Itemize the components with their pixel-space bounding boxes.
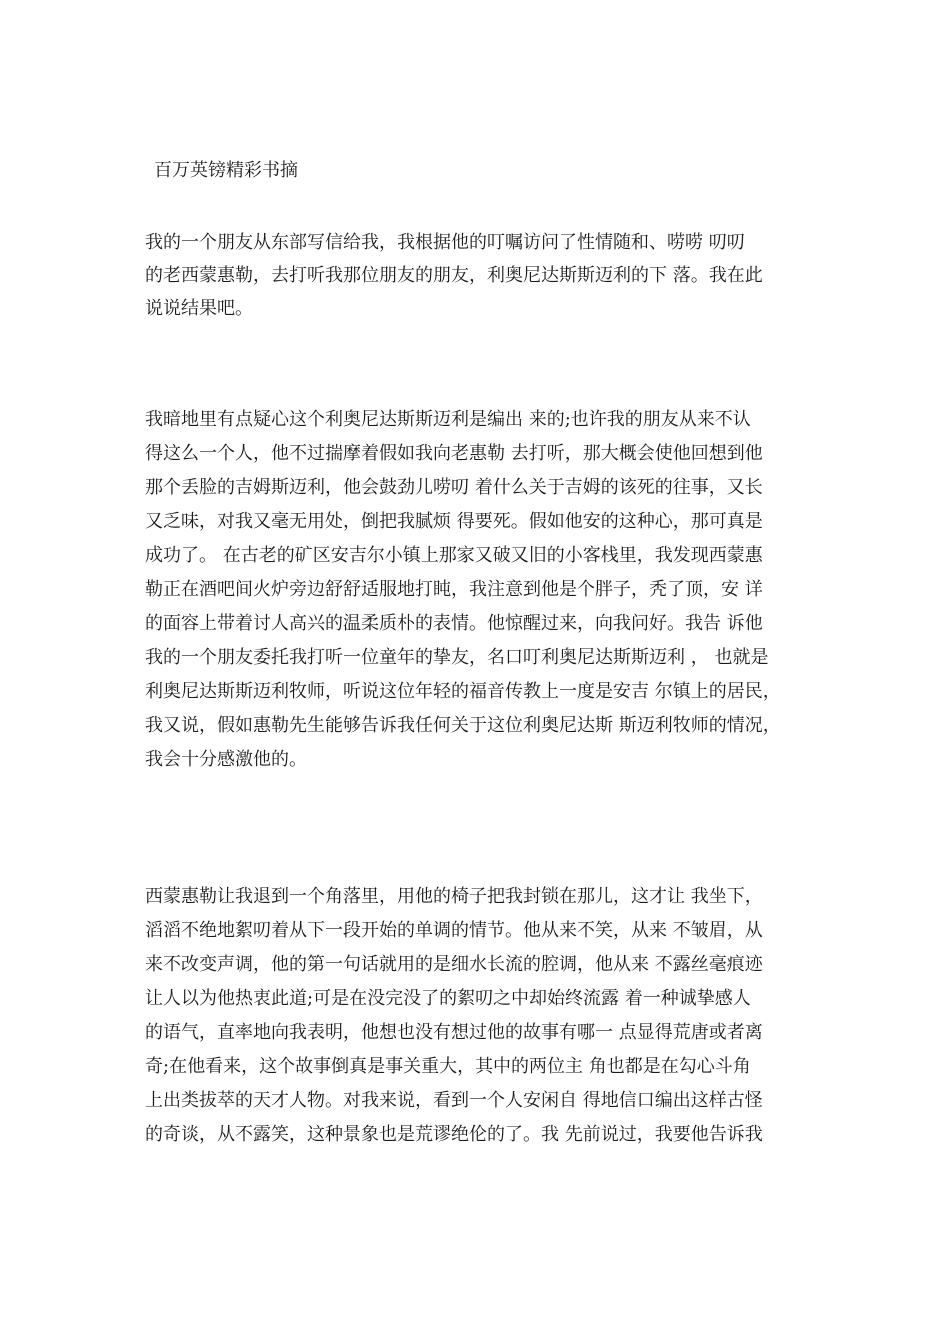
text-line: 成功了。 在古老的矿区安吉尔小镇上那家又破又旧的小客栈里，我发现西蒙惠 [145,545,763,566]
text-line: 我的一个朋友委托我打听一位童年的挚友，名口叮利奥尼达斯斯迈利 ， 也就是 [145,647,769,668]
text-line: 那个丢脸的吉姆斯迈利，他会鼓劲儿唠叨 着什么关于吉姆的该死的往事，又长 [145,477,763,498]
document-title: 百万英镑精彩书摘 [154,160,298,181]
text-line: 我又说，假如惠勒先生能够告诉我任何关于这位利奥尼达斯 斯迈利牧师的情况， [145,715,781,736]
text-line: 利奥尼达斯斯迈利牧师，听说这位年轻的福音传教上一度是安吉 尔镇上的居民， [145,681,781,702]
text-line: 滔滔不绝地絮叨着从下一段开始的单调的情节。他从来不笑，从来 不皱眉，从 [145,920,763,941]
text-line: 我暗地里有点疑心这个利奥尼达斯斯迈利是编出 来的;也许我的朋友从来不认 [145,409,751,430]
text-line: 得这么一个人，他不过揣摩着假如我向老惠勒 去打听，那大概会使他回想到他 [145,443,763,464]
text-line: 上出类拔萃的天才人物。对我来说，看到一个人安闲自 得地信口编出这样古怪 [145,1090,763,1111]
paragraph-1 [145,226,845,325]
text-line: 西蒙惠勒让我退到一个角落里，用他的椅子把我封锁在那儿，这才让 我坐下， [145,886,763,907]
paragraph-2 [145,403,845,777]
text-line: 勒正在酒吧间火炉旁边舒舒适服地打盹，我注意到他是个胖子，秃了顶，安 详 [145,579,763,600]
text-line: 来不改变声调，他的第一句话就用的是细水长流的腔调，他从来 不露丝毫痕迹 [145,954,763,975]
text-line: 说说结果吧。 [145,298,253,319]
text-line: 让人以为他热衷此道;可是在没完没了的絮叨之中却始终流露 着一种诚挚感人 [145,988,751,1009]
text-line: 的面容上带着讨人高兴的温柔质朴的表情。他惊醒过来，向我问好。我告 诉他 [145,613,763,634]
paragraph-3 [145,880,845,1152]
text-line: 的语气，直率地向我表明，他想也没有想过他的故事有哪一 点显得荒唐或者离 [145,1022,763,1043]
text-line: 的奇谈，从不露笑，这种景象也是荒谬绝伦的了。我 先前说过，我要他告诉我 [145,1124,763,1145]
text-line: 我会十分感激他的。 [145,749,307,770]
text-line: 又乏味，对我又毫无用处，倒把我腻烦 得要死。假如他安的这种心，那可真是 [145,511,763,532]
text-line: 奇;在他看来，这个故事倒真是事关重大，其中的两位主 角也都是在勾心斗角 [145,1056,751,1077]
text-line: 我的一个朋友从东部写信给我，我根据他的叮嘱访问了性情随和、唠唠 叨叨 [145,232,745,253]
text-line: 的老西蒙惠勒，去打听我那位朋友的朋友，利奥尼达斯斯迈利的下 落。我在此 [145,265,763,286]
